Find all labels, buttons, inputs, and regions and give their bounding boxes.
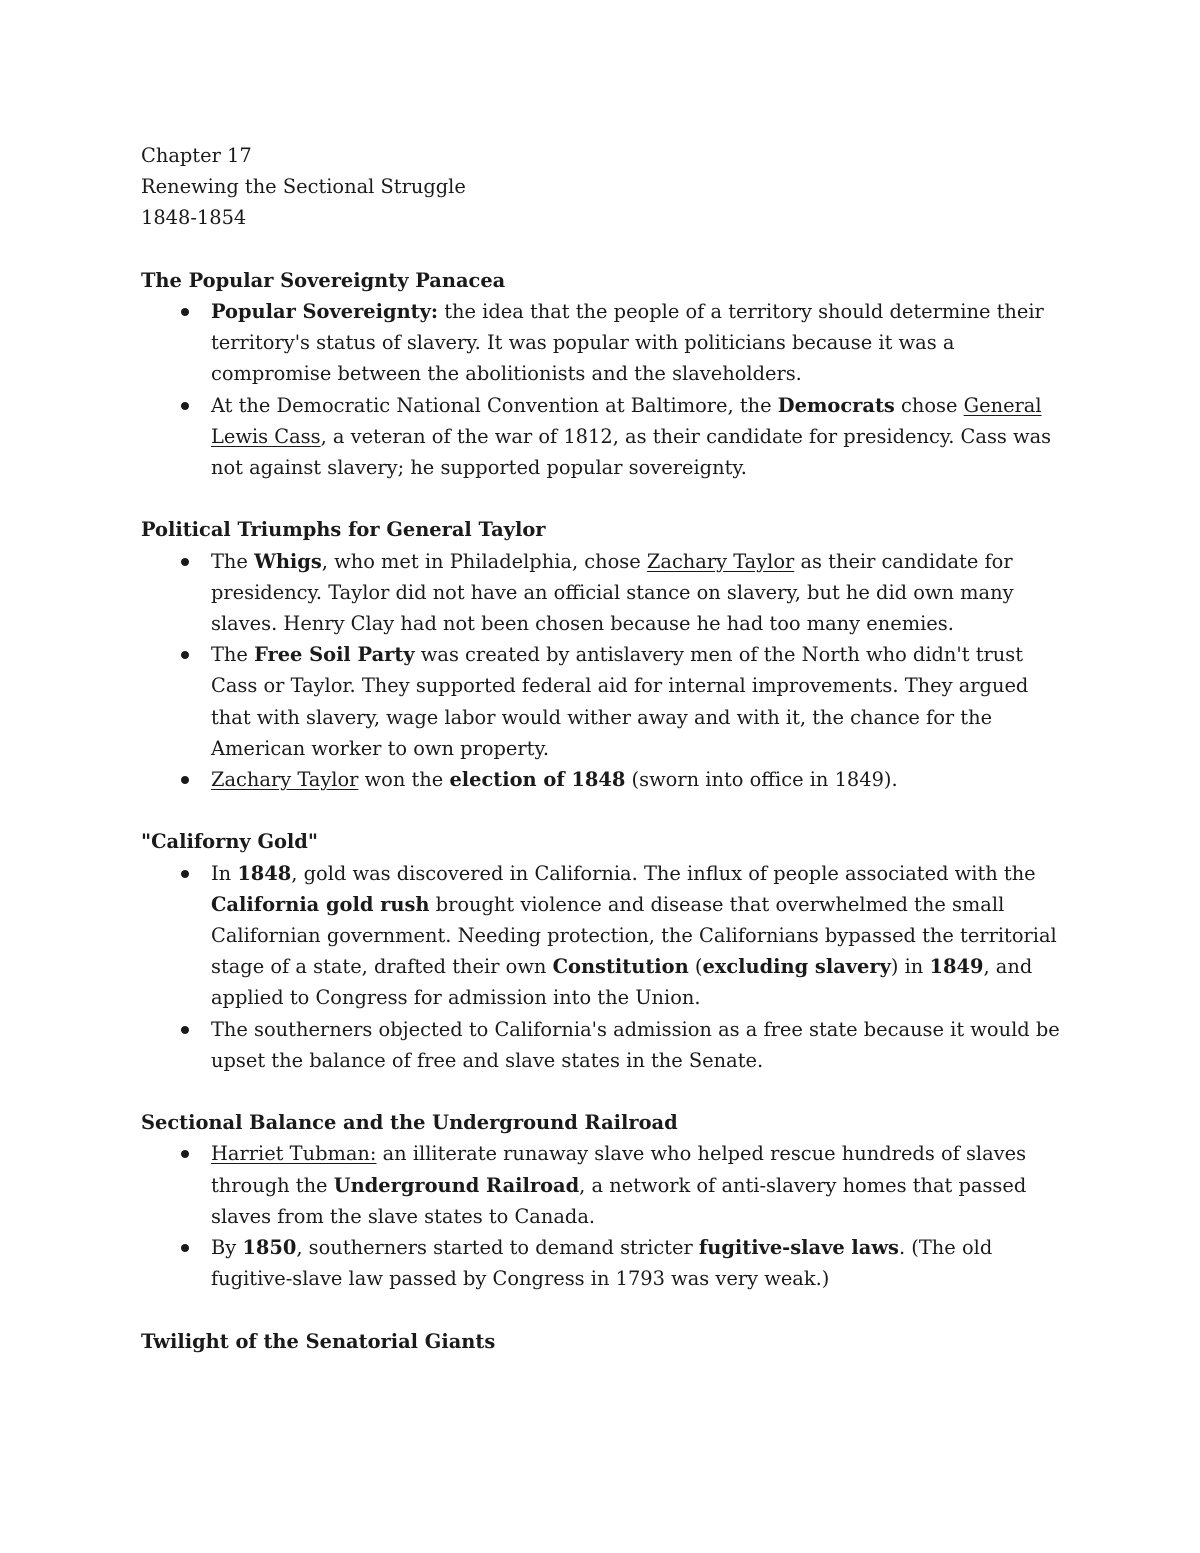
text-run: The southerners objected to California's admission as a free state because it would be upset the balance of free and slave states in the Senate. [211, 1017, 1060, 1072]
bold-term: 1850 [242, 1236, 297, 1260]
bold-term: Constitution [552, 955, 689, 979]
text-run: ) in [890, 955, 930, 979]
section [141, 1326, 1071, 1357]
chapter-title: Renewing the Sectional Struggle [141, 175, 466, 199]
underlined-term: General Lewis Cass [211, 393, 1042, 448]
section [141, 1107, 1071, 1294]
bold-term: Free Soil Party [254, 643, 415, 667]
underlined-term: Zachary Taylor [646, 549, 795, 573]
section-title: Political Triumphs for General Taylor [141, 518, 546, 542]
bullet-item [211, 546, 1071, 640]
bold-term: 1848 [237, 861, 292, 885]
bold-term: Democrats [777, 393, 895, 417]
text-run: won the [358, 768, 450, 792]
bullet-item [211, 390, 1071, 484]
bullet-item [211, 1014, 1071, 1076]
bullet-list [141, 1138, 1071, 1294]
text-run: In [211, 861, 238, 885]
section-title: Sectional Balance and the Underground Railroad [141, 1111, 678, 1135]
bullet-list [141, 546, 1071, 796]
underlined-term: Zachary Taylor [211, 768, 359, 792]
text-run: By [211, 1236, 243, 1260]
section [141, 826, 1071, 1076]
text-run: (sworn into office in 1849). [625, 768, 898, 792]
text-run: as their candidate for presidency. Taylor did not have an official stance on slavery, but he did own many slaves. Henry Clay had not been chosen because he had too many enemies. [211, 549, 1014, 636]
bold-term: Popular Sovereignty: [211, 300, 439, 323]
text-run: was created by antislavery men of the North who didn't trust Cass or Taylor. They supported federal aid for internal improvements. They argued that with slavery, wage labor would wither away and with it, the chance for the American worker to own property. [211, 643, 1029, 760]
text-run: The [211, 643, 255, 667]
bold-term: Whigs [254, 549, 322, 573]
text-run: , a network of anti-slavery homes that passed slaves from the slave states to Canada. [211, 1173, 1027, 1228]
bold-term: California gold rush [211, 892, 430, 916]
text-run: , and applied to Congress for admission into the Union. [211, 955, 1033, 1010]
text-run: The [211, 549, 255, 573]
text-run: , who met in Philadelphia, chose [321, 549, 647, 573]
bullet-item [211, 1232, 1071, 1294]
chapter-number: Chapter 17 [141, 144, 252, 167]
section [141, 514, 1071, 795]
bold-term: fugitive-slave laws [698, 1236, 899, 1260]
bullet-item [211, 1138, 1071, 1232]
text-run: an illiterate runaway slave who helped rescue hundreds of slaves through the [211, 1142, 1027, 1197]
section [141, 265, 1071, 483]
bold-term: election of 1848 [449, 768, 626, 792]
bold-term: 1849 [929, 955, 984, 979]
bullet-item [211, 639, 1071, 764]
bullet-list [141, 296, 1071, 483]
section-title: Twilight of the Senatorial Giants [141, 1329, 496, 1353]
underlined-term: Harriet Tubman: [211, 1142, 377, 1166]
bullet-item [211, 764, 1071, 795]
text-run: , gold was discovered in California. The influx of people associated with the [291, 861, 1036, 885]
text-run: chose [894, 393, 964, 417]
text-run: brought violence and disease that overwhelmed the small Californian government. Needing protection, the Californians bypassed the territorial stage of a state, drafted their own [211, 892, 1057, 979]
bold-term: excluding slavery [702, 955, 891, 979]
section-title: "Californy Gold" [141, 830, 318, 854]
text-run: . (The old fugitive-slave law passed by Congress in 1793 was very weak.) [211, 1236, 993, 1291]
bullet-item [211, 296, 1071, 390]
bold-term: Underground Railroad [333, 1173, 580, 1197]
document-body [141, 140, 1071, 1357]
text-run: At the Democratic National Convention at Baltimore, the [211, 393, 778, 417]
text-run: ( [688, 955, 703, 979]
text-run: the idea that the people of a territory should determine their territory's status of slavery. It was popular with politicians because it was a compromise between the abolitionists and the slaveholders. [211, 300, 1044, 386]
text-run: , southerners started to demand stricter [296, 1236, 699, 1260]
bullet-list [141, 858, 1071, 1076]
section-title: The Popular Sovereignty Panacea [141, 268, 506, 292]
chapter-years: 1848-1854 [141, 206, 247, 230]
text-run: , a veteran of the war of 1812, as their candidate for presidency. Cass was not against slavery; he supported popular sovereignty. [211, 424, 1052, 480]
bullet-item [211, 858, 1071, 1014]
